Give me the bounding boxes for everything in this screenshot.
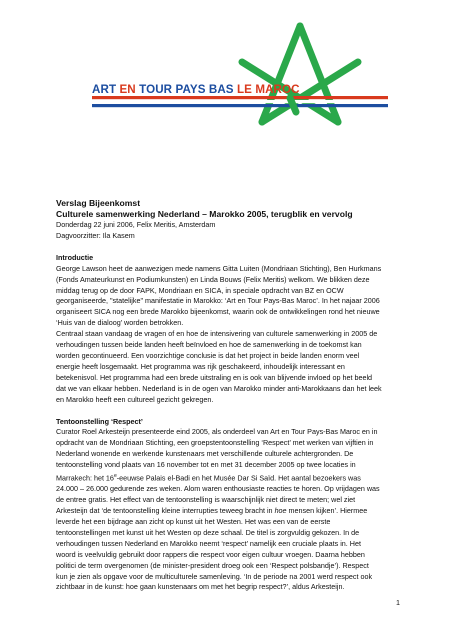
intro-paragraph-2 [56,329,406,405]
meeting-chair: Dagvoorzitter: Ila Kasem [56,230,135,240]
text-line: organiseert SICA nog een brede Marokko bijeenkomst, waarin ook de ontwikkelingen rond het nieuwe [56,307,380,317]
text-line: georganiseerde, "statelijke" manifestatie in Marokko: ‘Art en Tour Pays-Bas Maroc’. In het najaar 2006 [56,296,380,306]
respect-paragraph [56,427,406,593]
text-line: zichtbaar in de kunst: hoe gaan kunstenaars om met het begrip respect?’, aldus Arkesteijn. [56,582,345,592]
text-line: Centraal staan vandaag de vragen of en hoe de intensivering van culturele samenwerking in 2005 de [56,329,378,339]
text-line: tentoonstellingen met kunst uit het Westen op deze schaal. De titel is zorgvuldig gekozen. In de [56,527,360,537]
text-line: Arkesteijn dat ‘de tentoonstelling kleine interrupties teweeg bracht in hoe mensen kijken’. Hiermee [56,506,368,516]
section-heading-respect: Tentoonstelling ‘Respect’ [56,416,143,426]
text-line: politici de term overgenomen (de minister-president droeg ook een ‘Respect polsbandje’). Respect [56,560,369,570]
red-stripe [92,96,388,99]
text-line: middag terug op de door FAPK, Mondriaan en SICA, in speciale opdracht van BZ en OCW [56,285,344,295]
text-line: en Marokko heeft een cultureel gezicht gekregen. [56,394,214,404]
text-line: worden gecontinueerd. Een voorzichtige conclusie is dat het project in beide landen enorm veel [56,350,360,360]
text-line: verhoudingen tussen Nederland en Marokko neemt ‘respect’ namelijk een cruciale plaats in. Het [56,538,361,548]
text-line: opdracht van de Mondriaan Stichting, een groepstentoonstelling ‘Respect’ met werken van vijftien in [56,438,374,448]
text-line: Curator Roel Arkesteijn presenteerde eind 2005, als onderdeel van Art en Tour Pays-Bas Maroc en in [56,427,378,437]
logo-wordmark: ART EN TOUR PAYS BAS LE MAROC [92,83,300,96]
section-heading-introductie: Introductie [56,252,94,262]
report-subtitle: Culturele samenwerking Nederland – Marokko 2005, terugblik en vervolg [56,209,353,219]
text-line: (Fonds Amateurkunst en Podiumkunsten) en Linda Bouws (Felix Meritis) welkom. We blikken deze [56,274,370,284]
text-line: ‘Huis van de dialoog’ worden betrokken. [56,318,184,328]
document-body [56,198,406,593]
blue-stripe [92,104,388,107]
text-line: George Lawson heet de aanwezigen mede namens Gitta Luiten (Mondriaan Stichting), Ben Hurkmans [56,263,382,273]
text-line: verhoudingen tussen beide landen heeft beïnvloed en hoe de samenwerking in de toekomst kan [56,340,362,350]
text-line: 24.000 – 26.000 gedurende zes weken. Alom waren enthousiaste reacties te horen. Op vrijdagen was [56,484,380,494]
text-line: Marrakech: het 16e-eeuwse Palais el-Badi en het Musée Dar Si Saïd. Het aantal bezoekers was [56,473,361,483]
intro-paragraph-1 [56,264,406,329]
text-line: kun je zien als opgave voor de multiculturele samenleving. ‘In de periode na 2001 werd respect ook [56,571,373,581]
text-line: woord is veelvuldig gebruikt door rappers die respect voor eigen cultuur vroegen. Daarna hebben [56,549,365,559]
text-line: energie heeft losgemaakt. Het programma was rijk geschakeerd, inhoudelijk interessant en [56,361,345,371]
text-line: dat we van elkaar hebben. Nederland is in de ogen van Marokko minder anti-Marokkaans dan het leek [56,383,382,393]
text-line: betekenisvol. Het programma had een brede uitstraling en is ook van blijvende invloed op het beeld [56,372,373,382]
report-title: Verslag Bijeenkomst [56,198,141,208]
text-line: de entree gratis. Het effect van de tentoonstelling is waarschijnlijk niet direct te meten; wel ziet [56,495,356,505]
text-line: tentoonstelling vond plaats van 16 november tot en met 31 december 2005 op twee locaties in [56,460,356,470]
text-line: leverde het een bijdrage aan zicht op kunst uit het Westen. Het was een van de eerste [56,517,331,527]
art-en-tour-logo [0,0,452,200]
text-line: Nederland wonende en werkende kunstenaars met verschillende culturele achtergronden. De [56,449,354,459]
star-logo-icon [0,0,452,200]
page-number: 1 [396,598,400,607]
meeting-date: Donderdag 22 juni 2006, Felix Meritis, Amsterdam [56,220,216,229]
